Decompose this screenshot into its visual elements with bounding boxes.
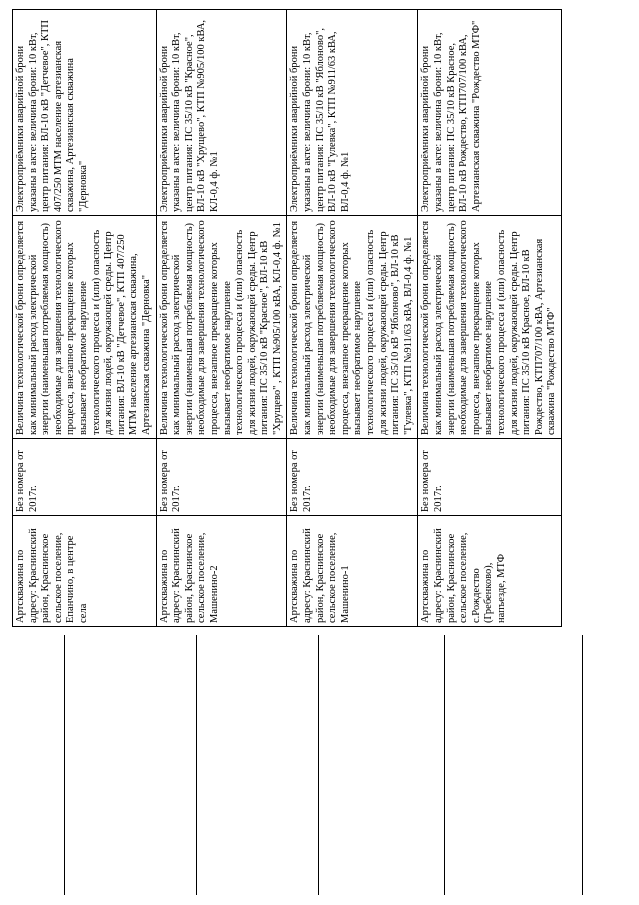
reserve-values-cell: Электроприёмники аварийной брони указаны в акте: величина брони: 10 кВт, центр питания: ПС 35/10 кВ Красное, ВЛ-10 кВ Рождество, КТП707/100 кВА, Артезианская скважина "Рождество МТФ" bbox=[418, 10, 562, 216]
blank-rule-line bbox=[64, 635, 65, 895]
blank-rule-line bbox=[318, 635, 319, 895]
reserve-values-cell: Электроприёмники аварийной брони указаны в акте: величина брони: 10 кВт, центр питания: ВЛ-10 кВ "Детчевое", КТП 407/250 МТМ население артезианская скважина, Артезианская скважина "Дерновка" bbox=[13, 10, 157, 216]
object-address-cell: Артскважина по адресу: Краснинский район, Краснинское сельское поселение, с.Рождество (Гребенково), напъездe, МТФ bbox=[418, 516, 562, 627]
document-number-cell: Без номера от 2017г. bbox=[287, 439, 418, 516]
object-address-cell: Артскважина по адресу: Краснинский район, Краснинское сельское поселение, Машенино-2 bbox=[156, 516, 287, 627]
document-number-cell: Без номера от 2017г. bbox=[156, 439, 287, 516]
justification-cell: Величина технологической брони определяется как минимальный расход электрической энергии (наименьшая потребляемая мощность) необходимые для завершения технологического процесса, внезапное прекращение которых вызывает необратимое нарушение технологического процесса и (или) опасность для жизни людей, окружающей среды. Центр питания: ПС 35/10 кВ Красное, ВЛ-10 кВ Рождество, КТП707/100 кВА, Артезианская скважина "Рождество МТФ" bbox=[418, 216, 562, 439]
table-row bbox=[418, 10, 562, 627]
object-address-cell: Артскважина по адресу: Краснинский район, Краснинское сельское поселение, Епанчино, в центре села bbox=[13, 516, 157, 627]
blank-rule-line bbox=[582, 635, 583, 895]
justification-cell: Величина технологической брони определяется как минимальный расход электрической энергии (наименьшая потребляемая мощность) необходимые для завершения технологического процесса, внезапное прекращение которых вызывает необратимое нарушение технологического процесса и (или) опасность для жизни людей, окружающей среды. Центр питания: ВЛ-10 кВ "Детчевое", КТП 407/250 МТМ население артезианская скважина, Артезианская скважина "Дерновка" bbox=[13, 216, 157, 439]
table-row bbox=[287, 10, 418, 627]
blank-rule-line bbox=[196, 635, 197, 895]
object-address-cell: Артскважина по адресу: Краснинский район, Краснинское сельское поселение, Машенино-1 bbox=[287, 516, 418, 627]
justification-cell: Величина технологической брони определяется как минимальный расход электрической энергии (наименьшая потребляемая мощность) необходимые для завершения технологического процесса, внезапное прекращение которых вызывает необратимое нарушение технологического процесса и (или) опасность для жизни людей, окружающей среды. Центр питания: ПС 35/10 кВ "Красное", ВЛ-10 кВ "Хрущево" , КТП №905/100 кВА, КЛ-0,4 ф. №1 bbox=[156, 216, 287, 439]
reservation-table bbox=[12, 9, 562, 627]
document-number-cell: Без номера от 2017г. bbox=[418, 439, 562, 516]
reserve-values-cell: Электроприёмники аварийной брони указаны в акте: величина брони: 10 кВт, центр питания: ПС 35/10 кВ "Яблоново", ВЛ-10 кВ "Гулевка", КТП №911/63 кВА, ВЛ-0,4 ф. №1 bbox=[287, 10, 418, 216]
justification-cell: Величина технологической брони определяется как минимальный расход электрической энергии (наименьшая потребляемая мощность) необходимые для завершения технологического процесса, внезапное прекращение которых вызывает необратимое нарушение технологического процесса и (или) опасность для жизни людей, окружающей среды. Центр питания: ПС 35/10 кВ "Яблоново", ВЛ-10 кВ "Гулевка", КТП №911/63 кВА, ВЛ-0,4 ф. №1 bbox=[287, 216, 418, 439]
table-row bbox=[13, 10, 157, 627]
document-number-cell: Без номера от 2017г. bbox=[13, 439, 157, 516]
blank-rule-line bbox=[444, 635, 445, 895]
table-row bbox=[156, 10, 287, 627]
reserve-values-cell: Электроприёмники аварийной брони указаны в акте: величина брони: 10 кВт, центр питания: ПС 35/10 кВ "Красное", ВЛ-10 кВ "Хрущево", КТП №905/100 кВА, КЛ-0,4 ф. №1 bbox=[156, 10, 287, 216]
